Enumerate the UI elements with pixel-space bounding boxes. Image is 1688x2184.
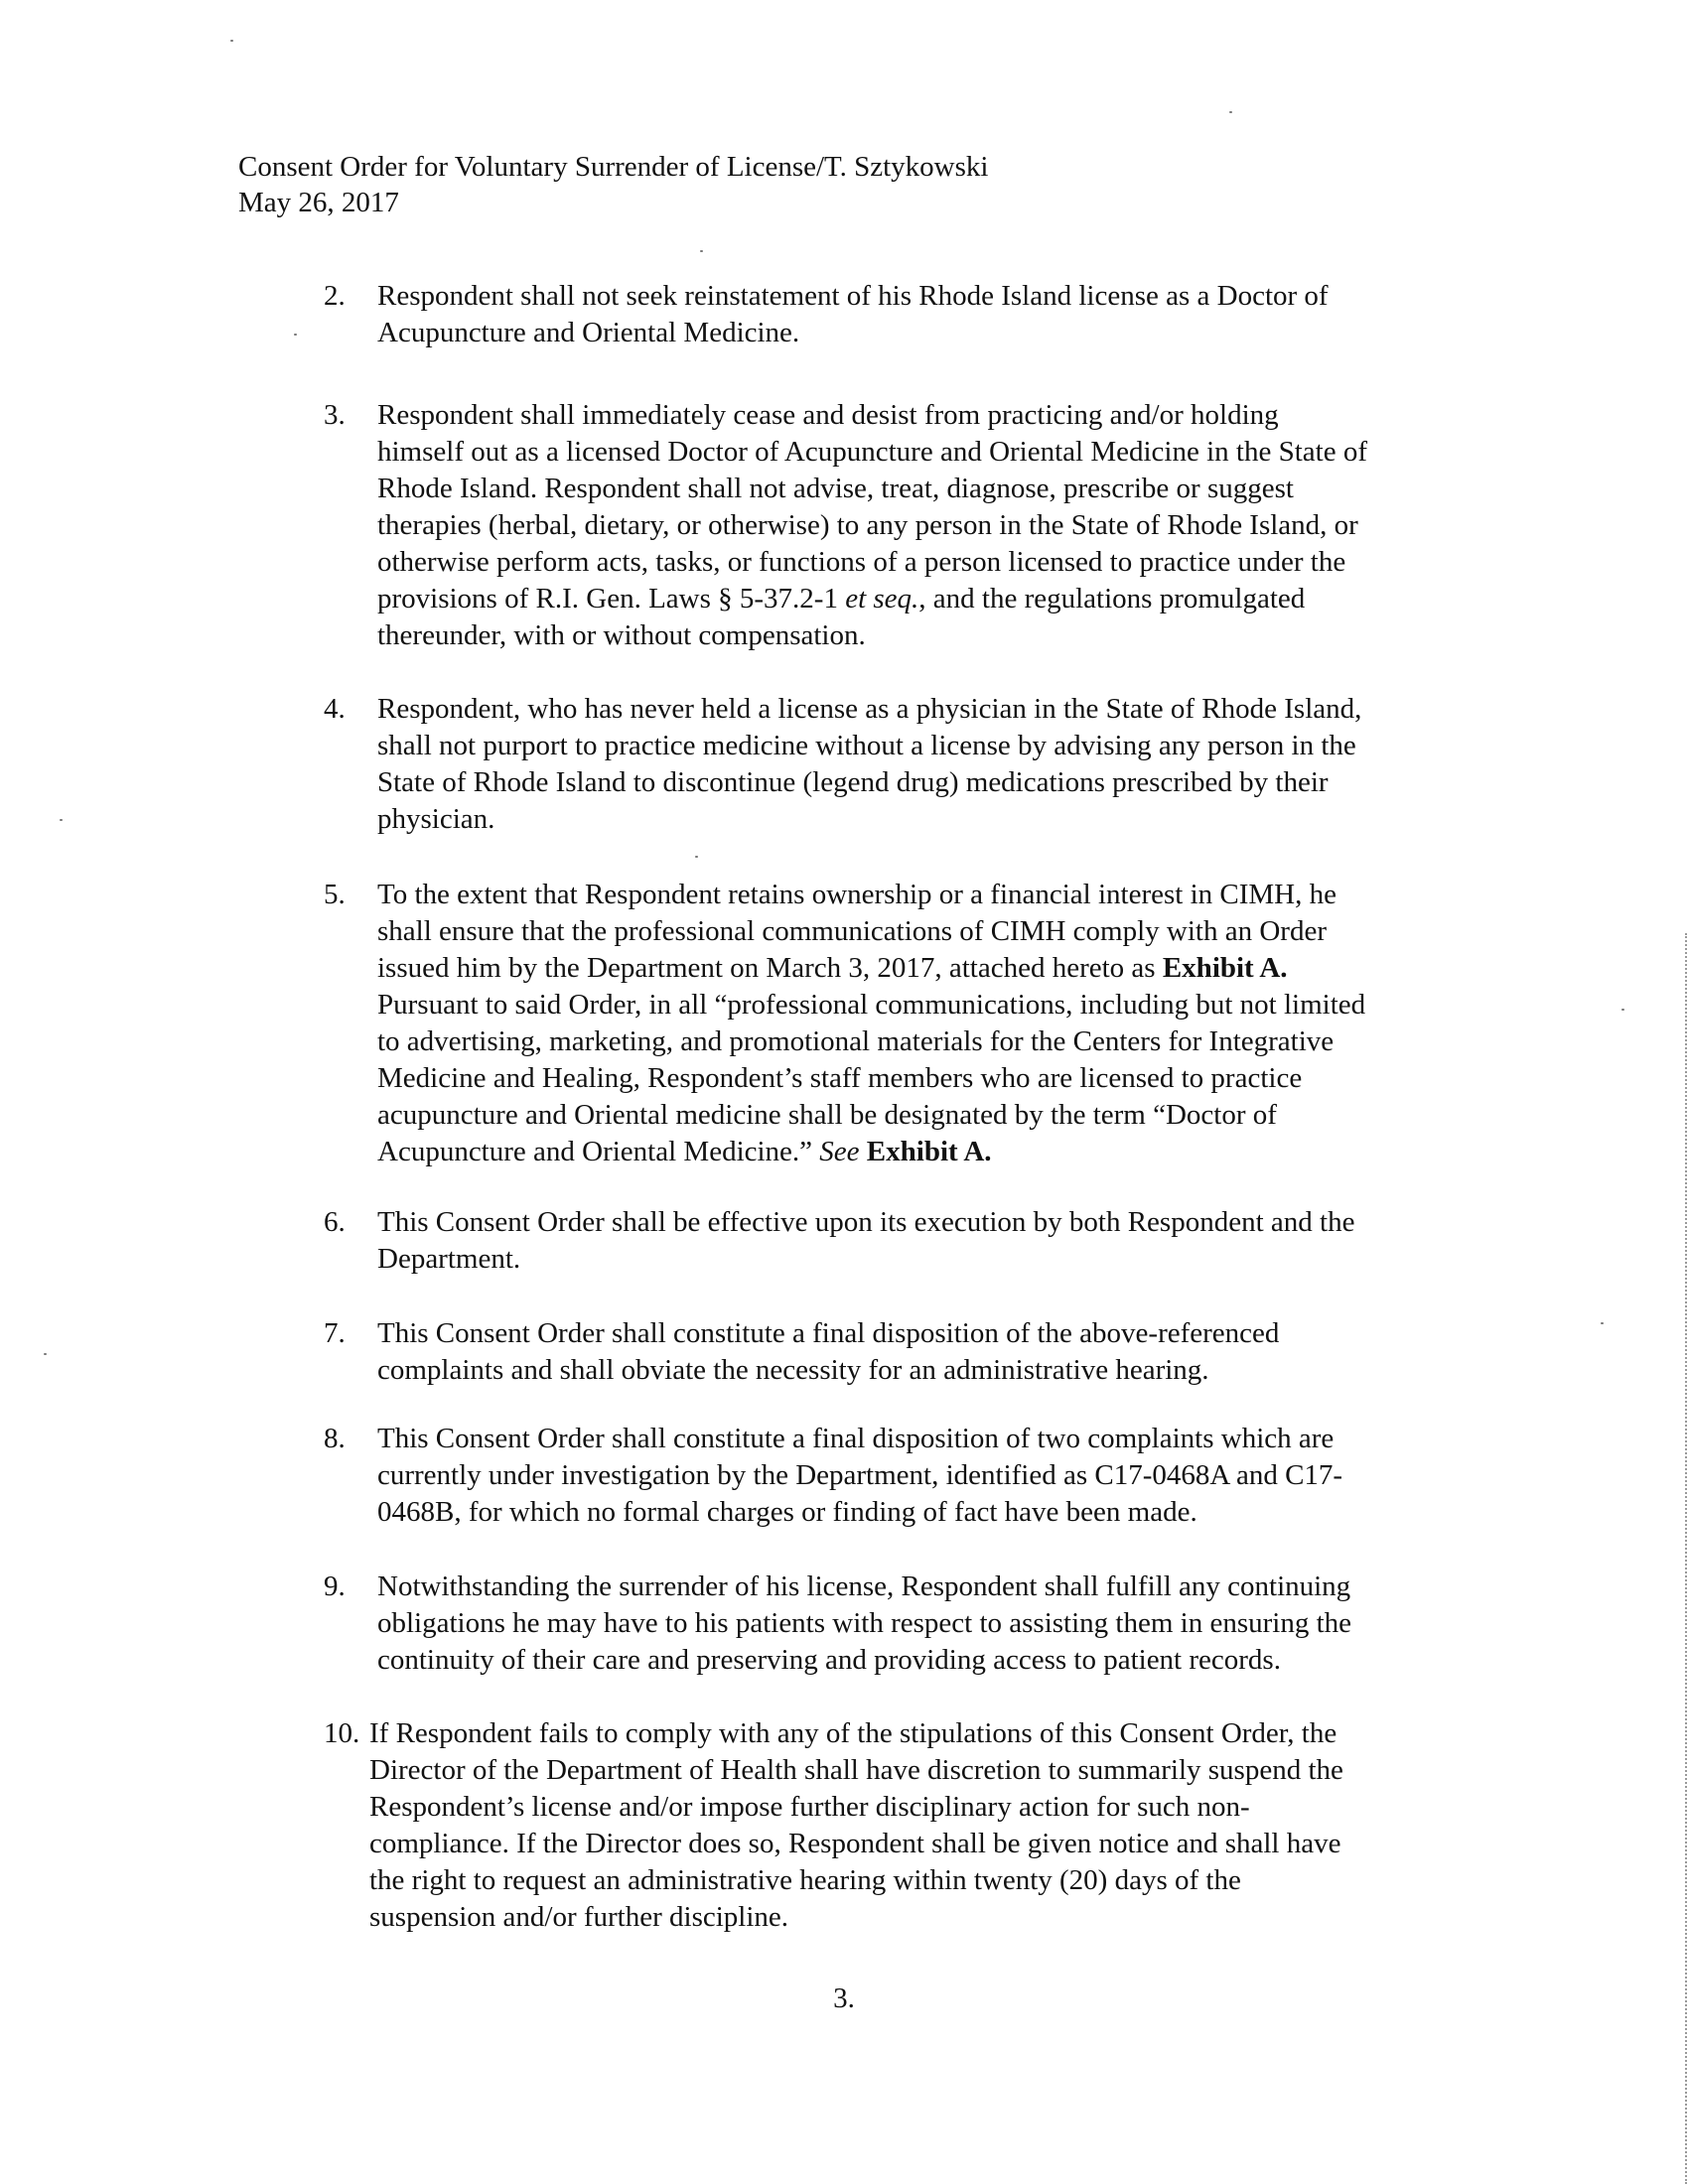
text-segment: provisions of R.I. Gen. Laws § 5-37.2-1	[377, 583, 846, 614]
provision-text	[377, 691, 1485, 838]
text-line	[377, 801, 1485, 838]
provision-text	[377, 877, 1485, 1170]
text-segment: shall not purport to practice medicine without a license by advising any person in the	[377, 730, 1356, 761]
text-segment: Acupuncture and Oriental Medicine.”	[377, 1136, 820, 1167]
text-segment: to advertising, marketing, and promotional materials for the Centers for Integrative	[377, 1025, 1335, 1057]
text-line	[377, 1241, 1485, 1278]
provision-number: 10.	[324, 1717, 360, 1749]
text-line	[377, 1352, 1485, 1389]
text-segment: otherwise perform acts, tasks, or functions of a person licensed to practice under the	[377, 546, 1346, 578]
text-line	[377, 507, 1485, 544]
provision-item	[324, 1204, 1485, 1278]
text-segment: To the extent that Respondent retains ownership or a financial interest in CIMH, he	[377, 879, 1336, 910]
provision-number: 2.	[324, 280, 346, 312]
text-line	[369, 1752, 1477, 1789]
text-line	[369, 1789, 1477, 1826]
provision-item	[324, 1715, 1485, 1936]
provision-item	[324, 1421, 1485, 1531]
scan-speck	[44, 1353, 47, 1355]
text-line	[377, 950, 1485, 987]
scan-speck	[1601, 1322, 1604, 1324]
text-segment: Pursuant to said Order, in all “professional communications, including but not limited	[377, 989, 1366, 1021]
text-segment: Rhode Island. Respondent shall not advise, treat, diagnose, prescribe or suggest	[377, 473, 1294, 504]
text-segment: suspension and/or further discipline.	[369, 1901, 789, 1933]
text-line	[377, 1024, 1485, 1060]
italic-text: See	[819, 1136, 860, 1167]
text-line	[377, 278, 1485, 315]
text-segment: obligations he may have to his patients with respect to assisting them in ensuring the	[377, 1607, 1352, 1639]
provision-text	[369, 1715, 1477, 1936]
provision-text	[377, 1421, 1485, 1531]
text-line	[377, 581, 1485, 617]
text-line	[377, 544, 1485, 581]
text-segment: therapies (herbal, dietary, or otherwise) to any person in the State of Rhode Island, or	[377, 509, 1358, 541]
header-title: Consent Order for Voluntary Surrender of License/T. Sztykowski	[238, 151, 989, 183]
text-line	[377, 913, 1485, 950]
text-segment: complaints and shall obviate the necessity for an administrative hearing.	[377, 1354, 1209, 1386]
provision-text	[377, 1204, 1485, 1278]
text-line	[377, 1642, 1485, 1679]
scan-speck	[230, 40, 233, 42]
text-segment: issued him by the Department on March 3, 2017, attached hereto as	[377, 952, 1163, 984]
text-line	[377, 987, 1485, 1024]
text-line	[377, 617, 1485, 654]
text-segment: Respondent, who has never held a license as a physician in the State of Rhode Island,	[377, 693, 1362, 725]
text-segment: physician.	[377, 803, 495, 835]
provision-number: 6.	[324, 1206, 346, 1238]
scan-speck	[294, 334, 297, 336]
text-segment: thereunder, with or without compensation.	[377, 619, 866, 651]
text-line	[377, 315, 1485, 351]
provision-number: 7.	[324, 1317, 346, 1349]
text-line	[377, 1134, 1485, 1170]
text-segment: , and the regulations promulgated	[918, 583, 1306, 614]
provision-item	[324, 691, 1485, 838]
text-segment: 0468B, for which no formal charges or finding of fact have been made.	[377, 1496, 1197, 1528]
text-line	[377, 1421, 1485, 1457]
text-segment: acupuncture and Oriental medicine shall be designated by the term “Doctor of	[377, 1099, 1277, 1131]
provision-number: 8.	[324, 1423, 346, 1454]
text-line	[377, 397, 1485, 434]
text-segment: This Consent Order shall constitute a final disposition of two complaints which are	[377, 1423, 1335, 1454]
header-date: May 26, 2017	[238, 187, 399, 218]
provision-item	[324, 1315, 1485, 1389]
text-segment: Acupuncture and Oriental Medicine.	[377, 317, 800, 348]
provision-number: 5.	[324, 879, 346, 910]
text-segment: Notwithstanding the surrender of his license, Respondent shall fulfill any continuing	[377, 1570, 1351, 1602]
text-segment: Respondent’s license and/or impose further disciplinary action for such non-	[369, 1791, 1250, 1823]
scan-speck	[1621, 1009, 1624, 1011]
text-segment: the right to request an administrative hearing within twenty (20) days of the	[369, 1864, 1241, 1896]
text-segment	[860, 1136, 867, 1167]
text-line	[377, 728, 1485, 764]
text-line	[377, 1457, 1485, 1494]
text-segment: continuity of their care and preserving and providing access to patient records.	[377, 1644, 1281, 1676]
text-segment: If Respondent fails to comply with any of the stipulations of this Consent Order, the	[369, 1717, 1337, 1749]
text-segment: shall ensure that the professional communications of CIMH comply with an Order	[377, 915, 1327, 947]
text-line	[377, 764, 1485, 801]
text-line	[377, 1494, 1485, 1531]
text-line	[377, 434, 1485, 471]
text-line	[377, 1097, 1485, 1134]
text-line	[377, 877, 1485, 913]
text-line	[377, 1315, 1485, 1352]
provision-text	[377, 278, 1485, 351]
provision-text	[377, 397, 1485, 654]
provision-text	[377, 1315, 1485, 1389]
text-line	[377, 1605, 1485, 1642]
provision-item	[324, 397, 1485, 654]
text-line	[377, 1569, 1485, 1605]
provision-number: 9.	[324, 1570, 346, 1602]
provision-text	[377, 1569, 1485, 1679]
text-line	[369, 1715, 1477, 1752]
text-line	[377, 691, 1485, 728]
text-line	[369, 1862, 1477, 1899]
text-segment: This Consent Order shall be effective upon its execution by both Respondent and the	[377, 1206, 1355, 1238]
text-line	[377, 1204, 1485, 1241]
text-segment: State of Rhode Island to discontinue (legend drug) medications prescribed by their	[377, 766, 1329, 798]
scan-speck	[1229, 111, 1232, 113]
scan-speck	[60, 819, 63, 821]
bold-text: Exhibit A.	[1162, 952, 1288, 984]
text-segment: Director of the Department of Health shall have discretion to summarily suspend the	[369, 1754, 1343, 1786]
text-segment: Medicine and Healing, Respondent’s staff members who are licensed to practice	[377, 1062, 1303, 1094]
provision-item	[324, 1569, 1485, 1679]
text-line	[369, 1826, 1477, 1862]
italic-text: et seq.	[845, 583, 919, 614]
text-line	[377, 471, 1485, 507]
text-segment: Department.	[377, 1243, 521, 1275]
text-line	[377, 1060, 1485, 1097]
scan-speck	[700, 250, 703, 252]
text-segment: This Consent Order shall constitute a final disposition of the above-referenced	[377, 1317, 1280, 1349]
text-segment: Respondent shall immediately cease and desist from practicing and/or holding	[377, 399, 1279, 431]
provision-number: 4.	[324, 693, 346, 725]
scan-edge-border	[1685, 933, 1687, 2184]
text-segment: compliance. If the Director does so, Respondent shall be given notice and shall have	[369, 1828, 1341, 1859]
document-header	[238, 149, 988, 220]
text-segment: himself out as a licensed Doctor of Acupuncture and Oriental Medicine in the State of	[377, 436, 1367, 468]
text-line	[369, 1899, 1477, 1936]
provision-number: 3.	[324, 399, 346, 431]
provision-item	[324, 278, 1485, 351]
scan-speck	[695, 856, 698, 858]
text-segment: currently under investigation by the Department, identified as C17-0468A and C17-	[377, 1459, 1343, 1491]
bold-text: Exhibit A.	[866, 1136, 992, 1167]
provision-item	[324, 877, 1485, 1170]
text-segment: Respondent shall not seek reinstatement of his Rhode Island license as a Doctor of	[377, 280, 1329, 312]
page-number: 3.	[833, 1982, 855, 2014]
